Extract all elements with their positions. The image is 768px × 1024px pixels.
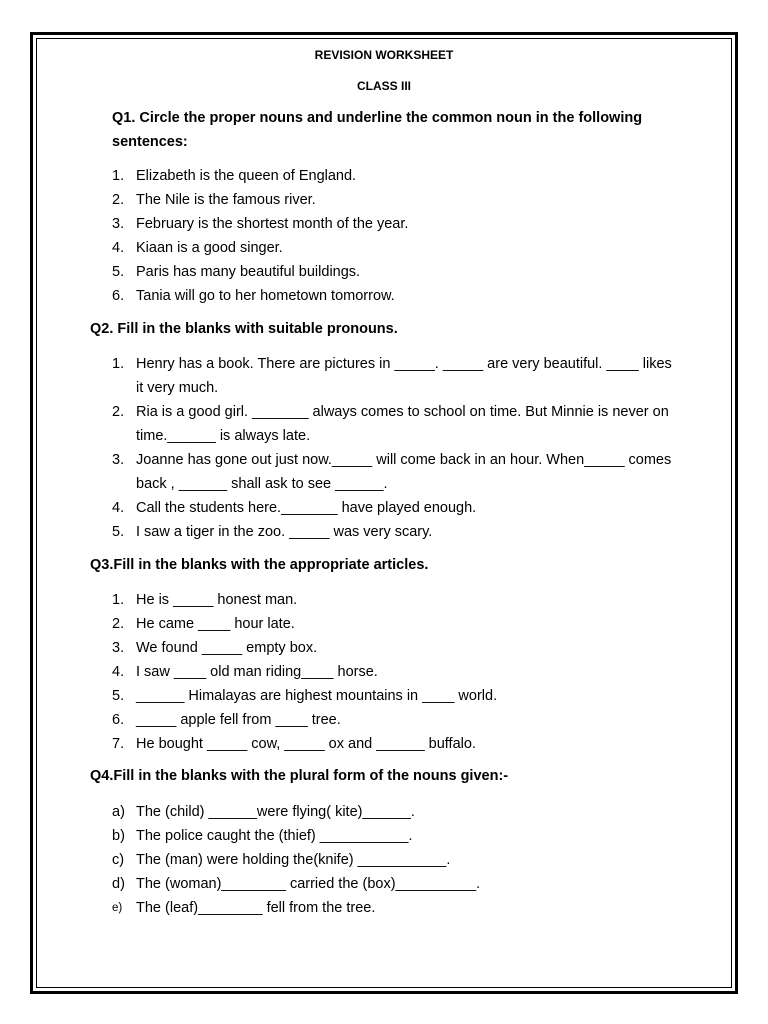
q4-heading: Q4.Fill in the blanks with the plural form of the nouns given:- xyxy=(90,768,509,784)
q2-list xyxy=(112,352,682,544)
item-text: I saw ____ old man riding____ horse. xyxy=(136,664,378,680)
item-text: ______ Himalayas are highest mountains in ____ world. xyxy=(136,688,498,704)
item-number: 2. xyxy=(112,404,125,420)
item-text: Elizabeth is the queen of England. xyxy=(136,168,357,184)
q3-heading: Q3.Fill in the blanks with the appropriate articles. xyxy=(90,557,429,573)
list-item xyxy=(112,188,692,212)
item-letter: d) xyxy=(112,876,125,892)
item-letter: e) xyxy=(112,902,123,914)
item-text: He is _____ honest man. xyxy=(136,592,298,608)
item-number: 1. xyxy=(112,168,125,184)
item-text: He bought _____ cow, _____ ox and ______ buffalo. xyxy=(136,736,476,752)
item-number: 5. xyxy=(112,524,125,540)
q3-list xyxy=(112,588,692,756)
item-text: Tania will go to her hometown tomorrow. xyxy=(136,288,395,304)
item-number: 6. xyxy=(112,712,125,728)
list-item xyxy=(112,848,692,872)
list-item xyxy=(112,496,682,520)
q1-list xyxy=(112,164,692,308)
item-text: The police caught the (thief) ___________. xyxy=(136,828,413,844)
item-text: We found _____ empty box. xyxy=(136,640,318,656)
list-item xyxy=(112,896,692,920)
item-number: 2. xyxy=(112,616,125,632)
list-item xyxy=(112,612,692,636)
list-item xyxy=(112,352,682,400)
q2-heading: Q2. Fill in the blanks with suitable pronouns. xyxy=(90,321,398,337)
item-text: The (child) ______were flying( kite)______. xyxy=(136,804,415,820)
list-item xyxy=(112,260,692,284)
item-text: The (man) were holding the(knife) ___________. xyxy=(136,852,451,868)
list-item xyxy=(112,800,692,824)
list-item xyxy=(112,448,682,496)
worksheet-title: REVISION WORKSHEET xyxy=(314,48,454,62)
list-item xyxy=(112,400,682,448)
item-text: The (leaf)________ fell from the tree. xyxy=(136,900,376,916)
item-number: 4. xyxy=(112,500,125,516)
item-text: Ria is a good girl. _______ always comes to school on time. But Minnie is never on time.______ is always late. xyxy=(136,404,669,444)
item-text: _____ apple fell from ____ tree. xyxy=(136,712,341,728)
item-text: The (woman)________ carried the (box)__________. xyxy=(136,876,481,892)
list-item xyxy=(112,164,692,188)
list-item xyxy=(112,660,692,684)
list-item xyxy=(112,872,692,896)
item-text: I saw a tiger in the zoo. _____ was very scary. xyxy=(136,524,433,540)
list-item xyxy=(112,732,692,756)
list-item xyxy=(112,708,692,732)
list-item xyxy=(112,212,692,236)
item-text: Henry has a book. There are pictures in _____. _____ are very beautiful. ____ likes it very much. xyxy=(136,356,672,396)
item-text: The Nile is the famous river. xyxy=(136,192,316,208)
list-item xyxy=(112,588,692,612)
class-label: CLASS III xyxy=(356,79,411,93)
item-number: 3. xyxy=(112,640,125,656)
item-text: He came ____ hour late. xyxy=(136,616,295,632)
item-text: Kiaan is a good singer. xyxy=(136,240,283,256)
list-item xyxy=(112,236,692,260)
item-number: 2. xyxy=(112,192,125,208)
item-text: February is the shortest month of the year. xyxy=(136,216,409,232)
item-text: Paris has many beautiful buildings. xyxy=(136,264,361,280)
item-text: Joanne has gone out just now._____ will come back in an hour. When_____ comes back , ______ shall ask to see ______. xyxy=(136,452,672,492)
item-number: 7. xyxy=(112,736,125,752)
item-number: 5. xyxy=(112,264,125,280)
item-letter: b) xyxy=(112,828,125,844)
list-item xyxy=(112,684,692,708)
list-item xyxy=(112,284,692,308)
item-number: 3. xyxy=(112,452,125,468)
item-number: 3. xyxy=(112,216,125,232)
item-number: 1. xyxy=(112,356,125,372)
item-number: 5. xyxy=(112,688,125,704)
list-item xyxy=(112,824,692,848)
q1-heading: Q1. Circle the proper nouns and underline the common noun in the following sentences: xyxy=(112,110,643,150)
item-letter: c) xyxy=(112,852,125,868)
item-number: 4. xyxy=(112,664,125,680)
item-number: 1. xyxy=(112,592,125,608)
list-item xyxy=(112,636,692,660)
item-number: 4. xyxy=(112,240,125,256)
q4-list xyxy=(112,800,692,920)
item-text: Call the students here._______ have played enough. xyxy=(136,500,477,516)
list-item xyxy=(112,520,682,544)
item-number: 6. xyxy=(112,288,125,304)
item-letter: a) xyxy=(112,804,125,820)
